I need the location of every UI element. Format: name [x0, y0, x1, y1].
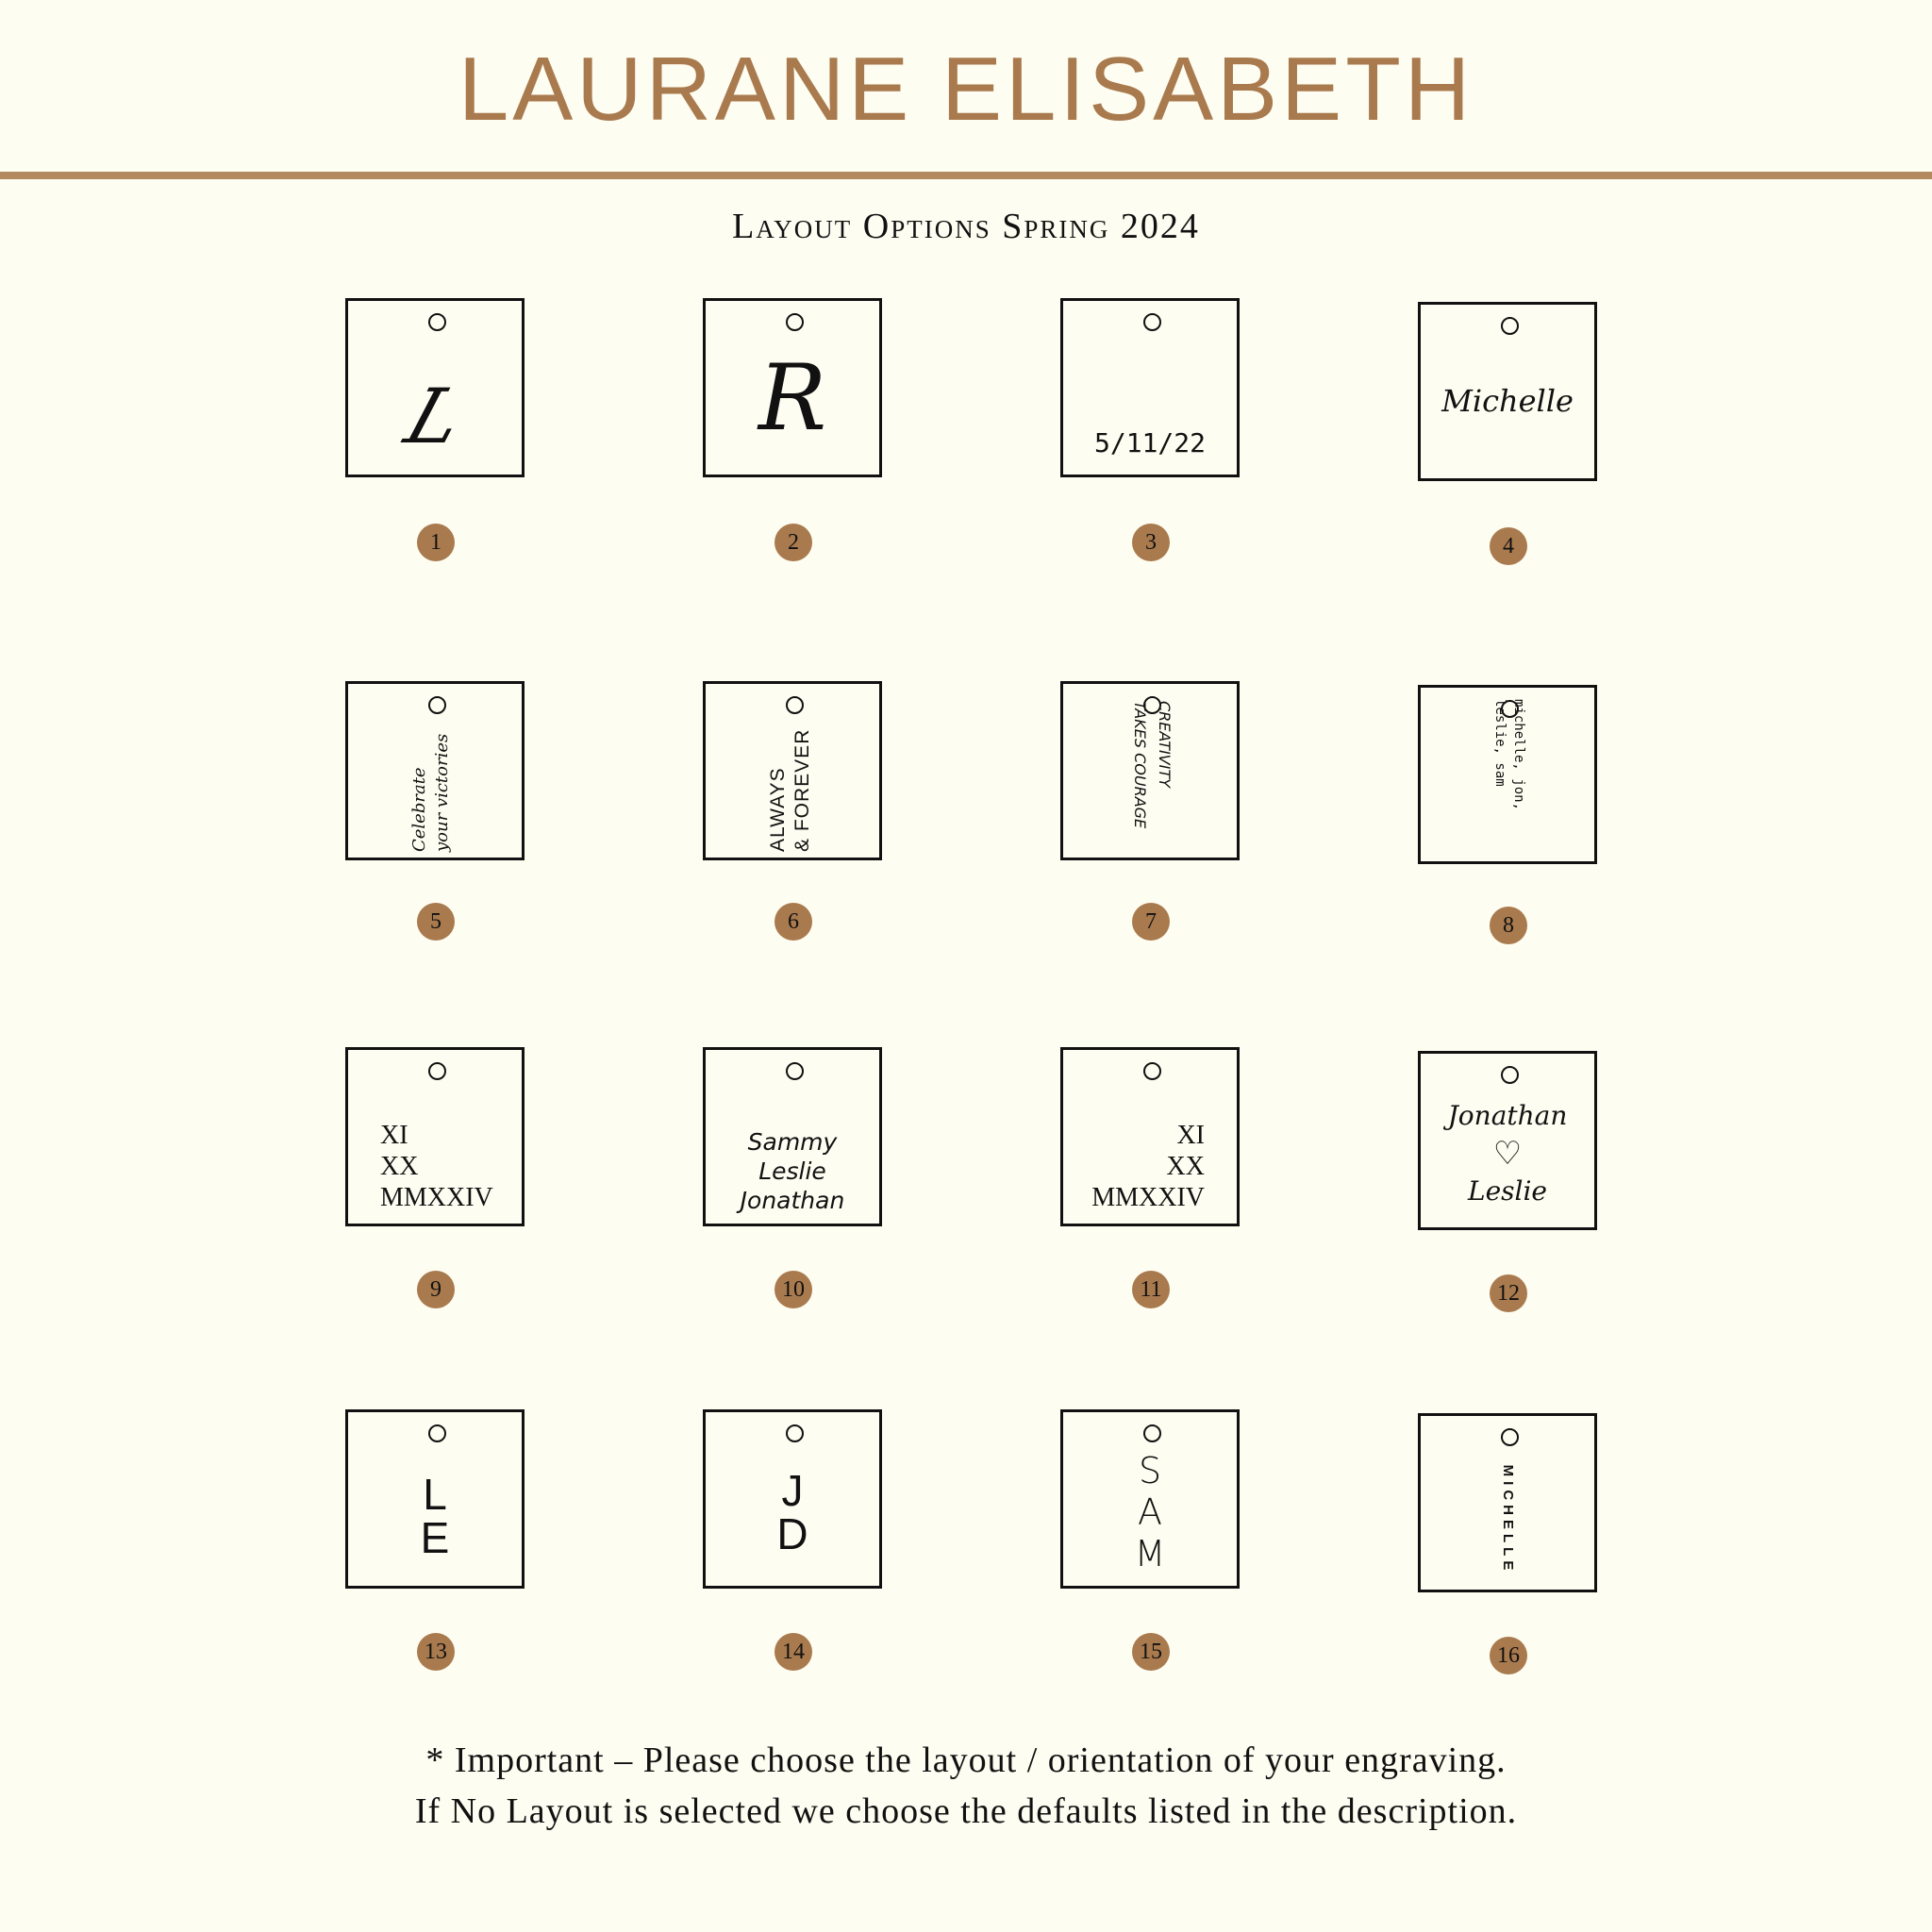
- layout-tag-1[interactable]: [345, 298, 525, 477]
- layout-number-badge: 2: [774, 524, 812, 561]
- engraving-line-1: ALWAYS: [767, 767, 789, 852]
- engraving-line-3: MMXXIV: [380, 1183, 493, 1212]
- layout-tag-8[interactable]: [1418, 685, 1597, 864]
- hang-hole-icon: [1143, 1062, 1161, 1080]
- engraving-line-3: Leslie: [1467, 1175, 1547, 1207]
- layout-number-badge: 1: [417, 524, 455, 561]
- brand-logo: LAURANE ELISABETH: [458, 39, 1474, 140]
- engraving-text: L: [395, 373, 475, 460]
- layout-tag-14[interactable]: [703, 1409, 882, 1589]
- engraving-line-1: michelle, jon,: [1511, 699, 1526, 811]
- layout-tag-15[interactable]: [1060, 1409, 1240, 1589]
- engraving-line-1: L: [423, 1470, 447, 1519]
- hang-hole-icon: [428, 1424, 446, 1442]
- engraving-line-1: Jonathan: [1447, 1100, 1568, 1131]
- hang-hole-icon: [1143, 1424, 1161, 1442]
- layout-number-badge: 3: [1132, 524, 1170, 561]
- layout-number-badge: 9: [417, 1271, 455, 1308]
- engraving-line-2: TAKES COURAGE: [1131, 701, 1149, 829]
- hang-hole-icon: [428, 1062, 446, 1080]
- engraving-text-block: [1063, 1450, 1237, 1574]
- engraving-line-2: XX: [1166, 1152, 1205, 1181]
- page-subtitle: Layout Options Spring 2024: [732, 207, 1200, 246]
- layout-tag-2[interactable]: [703, 298, 882, 477]
- layout-tag-3[interactable]: [1060, 298, 1240, 477]
- engraving-text-block: [348, 1470, 522, 1562]
- default-layout-note: If No Layout is selected we choose the defaults listed in the description.: [414, 1791, 1518, 1831]
- engraving-text-vertical: [408, 701, 461, 852]
- layout-number-badge: 12: [1490, 1274, 1527, 1312]
- layout-tag-13[interactable]: [345, 1409, 525, 1589]
- engraving-text: Michelle: [1441, 383, 1574, 419]
- layout-number-badge: 13: [417, 1633, 455, 1671]
- important-note: * Important – Please choose the layout / orientation of your engraving.: [425, 1740, 1507, 1780]
- layout-number-badge: 10: [774, 1271, 812, 1308]
- engraving-text-block: [706, 1127, 879, 1215]
- engraving-line-3: M: [1134, 1533, 1166, 1574]
- layout-number-badge: 14: [774, 1633, 812, 1671]
- engraving-line-1: J: [781, 1466, 804, 1515]
- layout-number-badge: 7: [1132, 903, 1170, 941]
- layout-number-badge: 8: [1490, 907, 1527, 944]
- engraving-line-2: & FOREVER: [791, 728, 813, 852]
- layout-tag-6[interactable]: [703, 681, 882, 860]
- engraving-line-2: your victories: [432, 733, 452, 852]
- engraving-line-2: Leslie: [758, 1158, 826, 1185]
- engraving-line-1: S: [1138, 1450, 1162, 1491]
- engraving-line-1: CREATIVITY: [1156, 701, 1174, 788]
- hang-hole-icon: [786, 313, 804, 331]
- hang-hole-icon: [1501, 1066, 1519, 1084]
- engraving-line-2: leslie, sam: [1492, 699, 1507, 787]
- engraving-line-2: E: [420, 1513, 450, 1562]
- engraving-text-block: [1091, 1120, 1205, 1213]
- engraving-line-3: MMXXIV: [1091, 1183, 1205, 1212]
- layout-number-badge: 5: [417, 903, 455, 941]
- layout-number-badge: 6: [774, 903, 812, 941]
- engraving-line-2: D: [776, 1509, 808, 1558]
- hang-hole-icon: [786, 1062, 804, 1080]
- layout-tag-4[interactable]: [1418, 302, 1597, 481]
- hang-hole-icon: [1501, 317, 1519, 335]
- layout-tag-16[interactable]: [1418, 1413, 1597, 1592]
- layout-number-badge: 15: [1132, 1633, 1170, 1671]
- layout-tag-10[interactable]: [703, 1047, 882, 1226]
- engraving-line-3: Jonathan: [740, 1187, 845, 1214]
- layout-tag-12[interactable]: [1418, 1051, 1597, 1230]
- engraving-text-block: [380, 1120, 493, 1213]
- engraving-text-vertical: MICHELLE: [1500, 1464, 1516, 1575]
- engraving-text: 5/11/22: [1093, 427, 1206, 458]
- hang-hole-icon: [786, 1424, 804, 1442]
- engraving-line-2: XX: [380, 1152, 419, 1181]
- engraving-line-2: A: [1138, 1491, 1162, 1533]
- engraving-text-vertical: [766, 701, 819, 852]
- layout-tag-7[interactable]: [1060, 681, 1240, 860]
- layout-tag-5[interactable]: [345, 681, 525, 860]
- heart-icon: ♡: [1492, 1135, 1523, 1173]
- hang-hole-icon: [428, 313, 446, 331]
- engraving-text: R: [758, 345, 827, 451]
- header-divider: [0, 172, 1932, 179]
- layout-tag-9[interactable]: [345, 1047, 525, 1226]
- engraving-line-1: XI: [1176, 1121, 1205, 1150]
- layout-number-badge: 4: [1490, 527, 1527, 565]
- hang-hole-icon: [1501, 1428, 1519, 1446]
- engraving-text-vertical: [1124, 701, 1176, 852]
- engraving-text-vertical: [1487, 699, 1528, 850]
- layout-number-badge: 11: [1132, 1271, 1170, 1308]
- layout-number-badge: 16: [1490, 1637, 1527, 1674]
- engraving-line-1: Celebrate: [409, 767, 429, 852]
- engraving-line-1: Sammy: [747, 1128, 838, 1156]
- engraving-line-1: XI: [380, 1121, 408, 1150]
- hang-hole-icon: [1143, 313, 1161, 331]
- engraving-text-block: [706, 1466, 879, 1558]
- layout-tag-11[interactable]: [1060, 1047, 1240, 1226]
- engraving-text-block: [1421, 1097, 1594, 1210]
